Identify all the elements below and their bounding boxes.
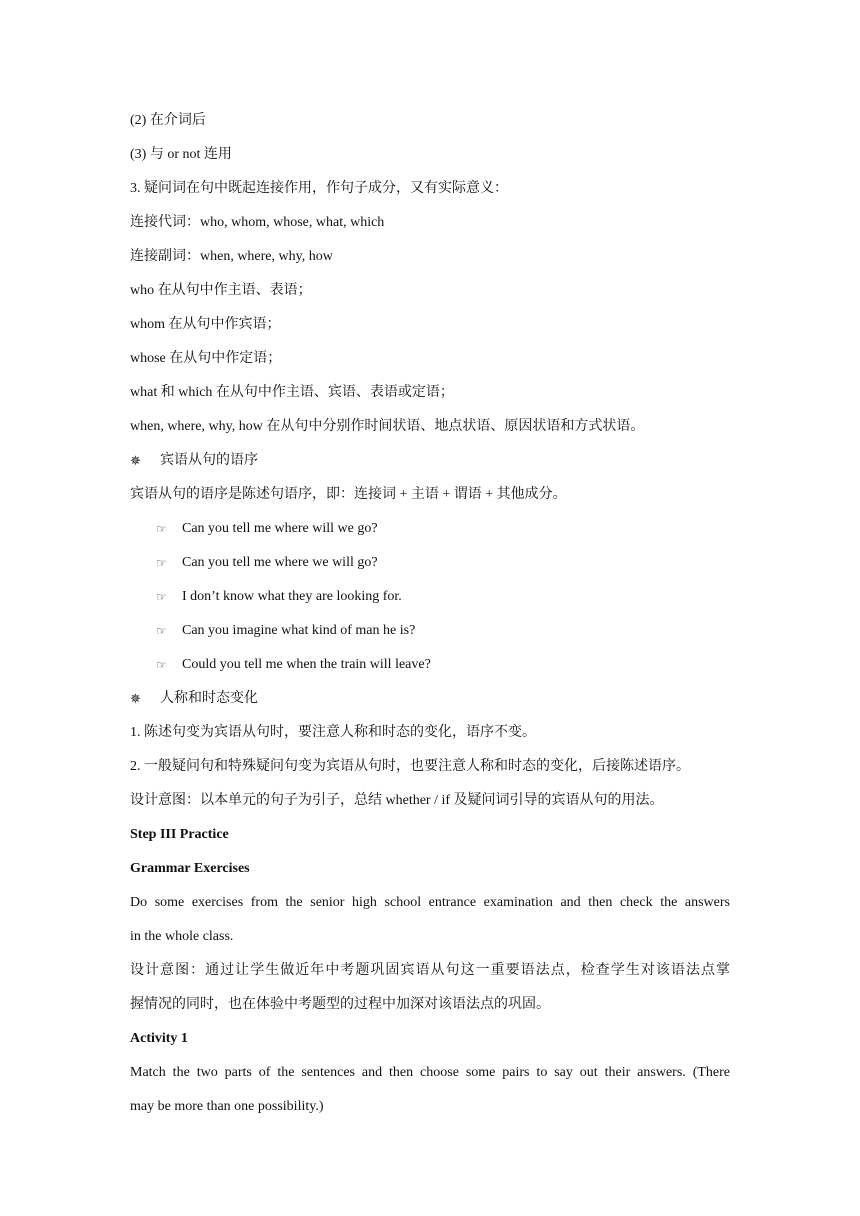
section-heading-person-tense <box>130 682 730 716</box>
text-line: whom 在从句中作宾语； <box>130 317 281 332</box>
example-item <box>130 546 730 580</box>
section-heading-word-order <box>130 444 730 478</box>
text-line: may be more than one possibility.) <box>130 1099 324 1114</box>
example-item <box>130 580 730 614</box>
activity-heading: Activity 1 <box>130 1031 188 1046</box>
step-heading: Step III Practice <box>130 827 229 842</box>
pointing-hand-icon: ☞ <box>156 522 167 536</box>
text-line: Match the two parts of the sentences and then choose some pairs to say out their answers. (There <box>130 1065 730 1080</box>
star-bullet-icon: ✵ <box>130 691 141 706</box>
section-title: 人称和时态变化 <box>160 691 258 706</box>
pointing-hand-icon: ☞ <box>156 590 167 604</box>
example-item <box>130 512 730 546</box>
star-bullet-icon: ✵ <box>130 453 141 468</box>
example-text: Could you tell me when the train will leave? <box>182 657 431 672</box>
sub-heading: Grammar Exercises <box>130 861 250 876</box>
pointing-hand-icon: ☞ <box>156 658 167 672</box>
pointing-hand-icon: ☞ <box>156 624 167 638</box>
text-line: 1. 陈述句变为宾语从句时，要注意人称和时态的变化，语序不变。 <box>130 725 536 740</box>
example-text: Can you tell me where we will go? <box>182 555 378 570</box>
example-text: Can you imagine what kind of man he is? <box>182 623 416 638</box>
design-intent: 设计意图：以本单元的句子为引子，总结 whether / if 及疑问词引导的宾语从句的用法。 <box>130 793 664 808</box>
design-intent: 握情况的同时，也在体验中考题型的过程中加深对该语法点的巩固。 <box>130 997 550 1012</box>
text-line: in the whole class. <box>130 929 234 944</box>
example-text: Can you tell me where will we go? <box>182 521 378 536</box>
text-line: who 在从句中作主语、表语； <box>130 283 312 298</box>
text-line: what 和 which 在从句中作主语、宾语、表语或定语； <box>130 385 454 400</box>
design-intent: 设计意图：通过让学生做近年中考题巩固宾语从句这一重要语法点，检查学生对该语法点掌 <box>130 963 730 978</box>
document-page <box>130 104 730 1124</box>
section-title: 宾语从句的语序 <box>160 453 258 468</box>
text-line: Do some exercises from the senior high school entrance examination and then check the answers <box>130 895 730 910</box>
text-line: (2) 在介词后 <box>130 113 206 128</box>
example-text: I don’t know what they are looking for. <box>182 589 402 604</box>
example-item <box>130 614 730 648</box>
text-line: 2. 一般疑问句和特殊疑问句变为宾语从句时，也要注意人称和时态的变化，后接陈述语序。 <box>130 759 690 774</box>
text-line: (3) 与 or not 连用 <box>130 147 232 162</box>
text-line: 3. 疑问词在句中既起连接作用，作句子成分，又有实际意义： <box>130 181 508 196</box>
example-item <box>130 648 730 682</box>
text-line: 连接副词：when, where, why, how <box>130 249 333 264</box>
text-line: whose 在从句中作定语； <box>130 351 282 366</box>
text-line: when, where, why, how 在从句中分别作时间状语、地点状语、原因状语和方式状语。 <box>130 419 645 434</box>
pointing-hand-icon: ☞ <box>156 556 167 570</box>
text-line: 连接代词：who, whom, whose, what, which <box>130 215 385 230</box>
word-order-rule: 宾语从句的语序是陈述句语序，即：连接词 + 主语 + 谓语 + 其他成分。 <box>130 487 567 502</box>
